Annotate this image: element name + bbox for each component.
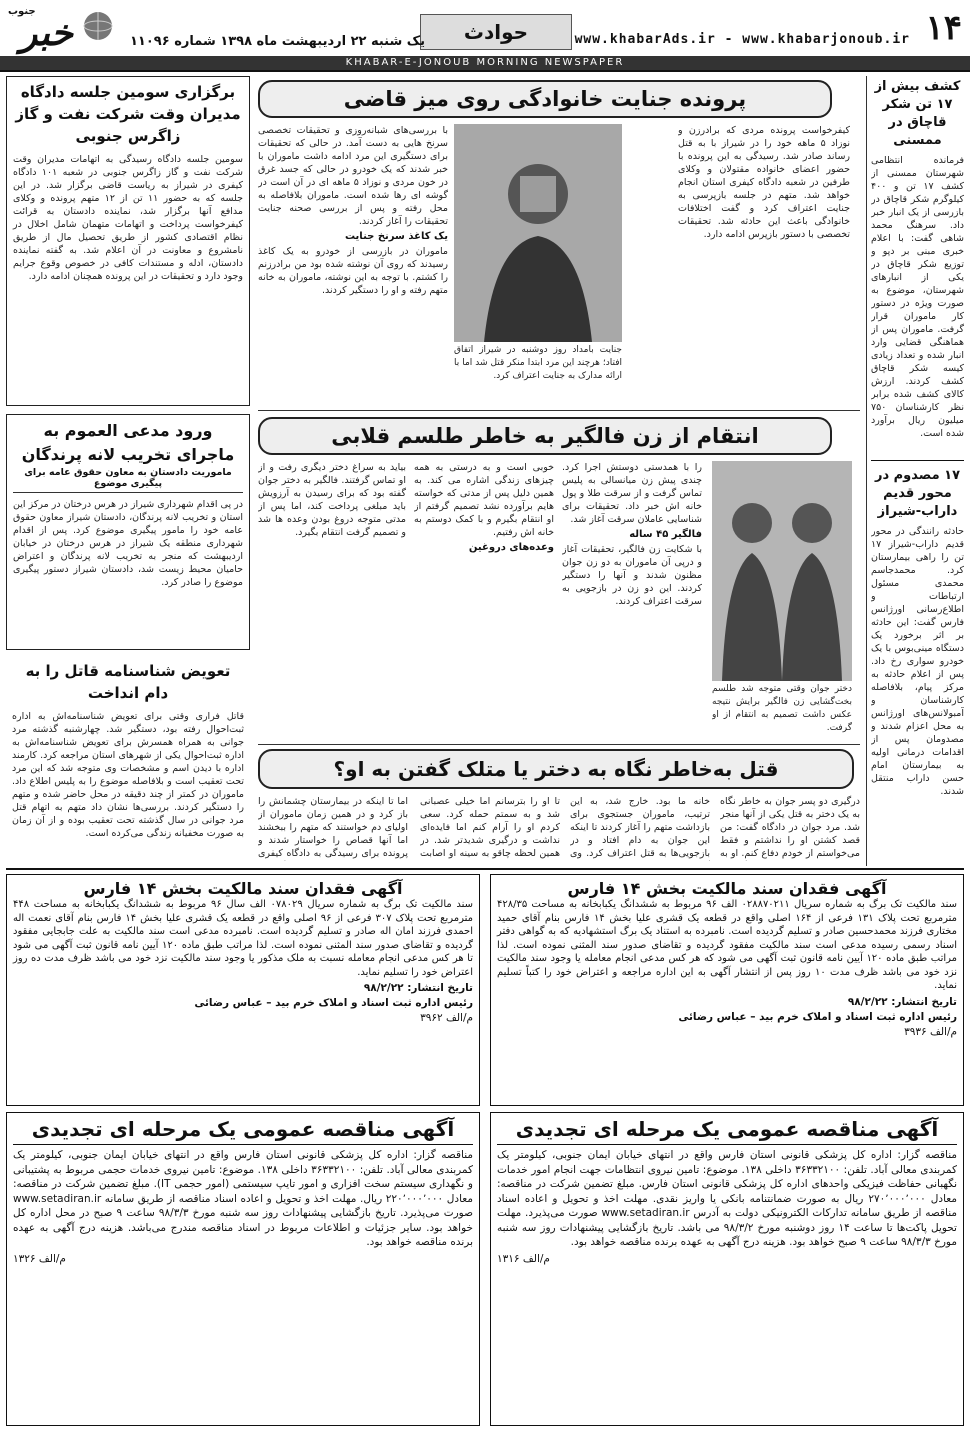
- left-box-3: [6, 656, 250, 856]
- section-divider: [6, 868, 964, 870]
- property-deed-notice-left: [6, 874, 480, 1106]
- newspaper-banner: KHABAR-E-JONOUB MORNING NEWSPAPER: [0, 56, 970, 70]
- story-column: تا او را بترسانم اما خیلی عصبانی شد و به سمتم حمله کرد. سعی کردم او را آرام کنم اما فایده‌ای نداشت و درگیری شدیدتر شد. در همین لحظه چاقو به سینه او اصابت: [420, 796, 560, 859]
- masthead: [0, 0, 970, 72]
- right-column: [866, 76, 964, 866]
- headline: پرونده جنایت خانوادگی روی میز قاضی: [258, 80, 832, 118]
- story-column: بیاید به سراغ دختر دیگری رفت و از او تماس گرفتند. فالگیر به دختر جوان گفته بود که برای رسیدن به آرزویش باید مبلغی پرداخت کند، اما پس از مدتی متوجه دروغ بودن وعده ها شد و تصمیم گرفت انتقام بگیرد.: [258, 462, 406, 538]
- story-text: را با همدستی دوستش اجرا کرد. چندی پیش زن میانسالی به پلیس تماس گرفت و از سرقت طلا و پول خانه اش خبر داد. تحقیقات برای شناسایی عاملان سرقت آغاز شد.: [562, 462, 702, 525]
- story-column: [414, 461, 554, 736]
- story-text: خوبی است و به درستی به همه چیزهای زندگی اشاره می کند. به همین دلیل پس از مدتی که خواسته هایم برآورده نشد تصمیم گرفتم از او انتقام بگیرم و با کمک دوستم به خانه اش رفتیم.: [414, 462, 554, 538]
- website-url[interactable]: www.khabarAds.ir - www.khabarjonoub.ir: [574, 32, 910, 47]
- ad-title: آگهی فقدان سند مالکیت بخش ۱۴ فارس: [567, 879, 887, 898]
- subheading: وعده‌های دروغین: [468, 542, 554, 553]
- subheading: فالگیر ۴۵ ساله: [629, 529, 702, 540]
- tender-notice-right: [490, 1112, 964, 1426]
- story-text: ماموران در بازرسی از خودرو به یک کاغذ رسیدند که روی آن نوشته شده بود من برادرزنم را کشتم. با توجه به این نوشته، ماموران به خانه متهم رفته و او را دستگیر کردند.: [258, 246, 448, 296]
- logo-subtitle: جنوب: [8, 6, 36, 17]
- divider: [871, 460, 964, 461]
- ad-date: تاریخ انتشار: ۹۸/۲/۲۲: [363, 982, 473, 994]
- box-title: تعویض شناسنامه قاتل را به دام انداخت: [25, 662, 231, 702]
- ad-body: مناقصه گزار: اداره کل پزشکی قانونی استان فارس واقع در انتهای خیابان ایمان جنوبی، کیلومتر یک کمربندی معالی آباد. تلفن: ۳۶۳۳۲۱۰۰ داخلی ۱۳۸. موضوع: تامین نیروی انتظامات جهت انجام امور خدمات نگهبانی حفاظت فیزیکی واحدهای اداره کل پزشکی قانونی استان فارس. مبلغ تضمین شرکت در مناقصه: معادل ۲۷۰٬۰۰۰٬۰۰۰ ریال به صورت ضمانتنامه بانکی یا واریز نقدی. مهلت اخذ و تحویل و اعاده اسناد مناقصه از طریق سامانه تدارکات الکترونیکی دولت به آدرس www.setadiran.ir صورت می‌پذیرد. مهلت تحویل پاکت‌ها تا ساعت ۱۴ روز دوشنبه مورخ ۹۸/۳/۲ می باشد. تاریخ بازگشایی پیشنهادات روز سه شنبه مورخ ۹۸/۳/۳ ساعت ۹ صبح خواهد بود. هزینه درج آگهی به عهده برنده مناقصه خواهد بود.: [497, 1149, 957, 1248]
- headline: قتل به‌خاطر نگاه به دختر یا متلک گفتن به او؟: [258, 749, 854, 789]
- story-body: فرمانده انتظامی شهرستان ممسنی از کشف ۱۷ تن و ۴۰۰ کیلوگرم شکر قاچاق در بازرسی از یک انبار خبر داد. سرهنگ محمد شاهی گفت: با اعلام خبری مبنی بر دپو و توزیع شکر قاچاق در یکی از انبارهای شهرستان، موضوع به صورت ویژه در دستور کار ماموران قرار گرفت. ماموران پس از هماهنگی قضایی وارد انبار شده و تعداد زیادی کیسه شکر قاچاق کشف کردند. ارزش کالای کشف شده برابر نظر کارشناسان ۷۵۰ میلیون ریال برآورد شده است.: [871, 155, 964, 439]
- box-body: در پی اقدام شهرداری شیراز در هرس درختان در مرکز این استان و تخریب لانه پرندگان، دادستان شیراز معاون حقوق عامه خود را مامور پیگیری موضوع کرد. پس از اقدام شهرداری منطقه یک شیراز در هرس درختان در خیابان اردیبهشت که منجر به تخریب لانه پرندگان و اعتراض حامیان محیط زیست شد، دادستان شیراز دستور پیگیری موضوع را صادر کرد.: [13, 499, 243, 588]
- ad-title: آگهی مناقصه عمومی یک مرحله ای تجدیدی: [13, 1117, 473, 1145]
- story-body: حادثه رانندگی در محور قدیم داراب-شیراز ۱۷ تن را راهی بیمارستان کرد. محمدجاسم محمدی مسئول ارتباطات و اطلاع‌رسانی اورژانس فارس گفت: این حادثه بر اثر برخورد یک دستگاه مینی‌بوس با یک خودرو سواری رخ داد. پس از اعلام حادثه به مرکز پیام، بلافاصله کارشناسان و آمبولانس‌های اورژانس به محل اعزام شدند و مصدومان پس از اقدامات درمانی اولیه به بیمارستان امام حسن داراب منتقل شدند.: [871, 526, 964, 797]
- box-title: ورود مدعی العموم به ماجرای تخریب لانه پرندگان: [21, 421, 235, 464]
- page-number: ۱۴: [925, 8, 962, 48]
- ad-body: مناقصه گزار: اداره کل پزشکی قانونی استان فارس واقع در انتهای خیابان ایمان جنوبی، کیلومتر یک کمربندی معالی آباد. تلفن: ۳۶۳۳۲۱۰۰ داخلی ۱۳۸. موضوع: تامین نیروی خدمات حجمی مربوط به پشتیبانی و نگهداری سیستم سخت افزاری و امور تایپ سیستمی (امور حجمی IT). مبلغ تضمین شرکت در مناقصه: معادل ۲۲۰٬۰۰۰٬۰۰۰ ریال. مهلت اخذ و تحویل و اعاده اسناد مناقصه از طریق سامانه www.setadiran.ir صورت می‌پذیرد. تاریخ بازگشایی پیشنهادات روز سه شنبه مورخ ۹۸/۳/۳ ساعت ۹ صبح در محل اداره کل خواهد بود. سایر جزئیات و اطلاعات مربوط در اسناد مناقصه مندرج می‌باشد. هزینه درج آگهی به عهده برنده مناقصه خواهد بود.: [13, 1149, 474, 1248]
- ad-code: م/الف ۱۳۱۶: [497, 1252, 550, 1265]
- story-text: با بررسی‌های شبانه‌روزی و تحقیقات تخصصی سرنخ هایی به دست آمد. در حالی که تحقیقات برای دستگیری این مرد ادامه داشت ماموران با خبر شدند که یک خودرو در حالی که جسد غرق در خون مردی و نوزاد ۵ ماهه ای در آن است در گوشه ای رها شده است. ماموران بلافاصله به محل رفته و پس از بررسی صحنه جنایت تحقیقات را آغاز کردند.: [258, 125, 448, 227]
- ad-signature: رئیس اداره ثبت اسناد و املاک خرم بید – عباس رضائی: [678, 1010, 957, 1023]
- ad-code: م/الف ۱۳۲۶: [13, 1252, 66, 1265]
- person-silhouette-icon: [454, 124, 622, 342]
- ad-date: تاریخ انتشار: ۹۸/۲/۲۲: [847, 995, 957, 1008]
- ad-body: سند مالکیت تک برگ به شماره سریال ۰۷۸۰۲۹ الف سال ۹۶ مربوط به ششدانگ یکبابخانه به مساحت ۴۴۸ مترمربع تحت پلاک ۳۰۷ فرعی از ۹۶ اصلی واقع در قطعه یک قشری علیا بخش ۱۴ فارس بنام آقای نعمت اله احمدی فرزند امان اله صادر و تسلیم گردیده است. نامبرده مدعی است سند مالکیت به علت جابجایی مفقود گردیده و تقاضای صدور سند المثنی نموده است. لذا مراتب طبق ماده ۱۲۰ آیین نامه قانون ثبت آگهی می شود تا هر کس مدعی انجام معامله نسبت به ملک مذکور یا وجود سند مالکیت نزد خود می باشد ظرف مدت ده روز اعتراض خود را تسلیم نماید.: [13, 899, 474, 978]
- logo-text: خبر: [20, 12, 73, 54]
- photo-caption: جنایت بامداد روز دوشنبه در شیراز اتفاق افتاد؛ هرچند این مرد ابتدا منکر قتل شد اما با ارائه مدارک به جنایت اعتراف کرد.: [454, 345, 622, 381]
- ad-title: آگهی فقدان سند مالکیت بخش ۱۴ فارس: [83, 879, 403, 898]
- main-story-3: [258, 744, 860, 864]
- property-deed-notice-right: [490, 874, 964, 1106]
- story-column: درگیری دو پسر جوان به خاطر نگاه به یک دختر به قتل یکی از آنها منجر شد. مرد جوان در دادگاه گفت: من قصد کشتن او را نداشتم و فقط می‌خواستم از خودم دفاع کنم. او به: [720, 796, 860, 859]
- story-title: ۱۷ مصدوم در محور قدیم داراب-شیراز: [874, 468, 961, 519]
- box-body: قاتل فراری وقتی برای تعویض شناسنامه‌اش به اداره ثبت‌احوال رفته بود، دستگیر شد. چهارشنبه گذشته مرد جوانی به همراه همسرش برای تعویض شناسنامه‌اش به اداره ثبت‌احوال یکی از شهرهای استان مراجعه کرد. کارمند اداره با دیدن اسم و مشخصات وی متوجه شد که این مرد تحت تعقیب است و بلافاصله موضوع را به پلیس اطلاع داد. ماموران در کمتر از چند دقیقه در محل حاضر شده و متهم را دستگیر کردند. بررسی‌ها نشان داد متهم به اتهام قتل مرد جوانی در سال گذشته تحت تعقیب بوده و از آن زمان به صورت مخفیانه زندگی می‌کرده است.: [12, 711, 244, 839]
- story-photo: [454, 124, 622, 342]
- story-column: خانه ما بود. خارج شد، به این ترتیب، ماموران جستجوی برای بازداشت متهم را آغاز کردند تا اینکه این جوان به دام افتاد و در بازجویی‌ها به قتل اعتراف کرد. وی: [570, 796, 710, 859]
- ad-code: م/الف ۳۹۳۶: [904, 1025, 957, 1038]
- box-body: سومین جلسه دادگاه رسیدگی به اتهامات مدیران وقت شرکت نفت و گاز زاگرس جنوبی در شعبه ۱۰۱ دادگاه کیفری در شیراز به ریاست قاضی برگزار شد. در این جلسه که به حضور ۱۱ تن از ۱۲ متهم پرونده و وکلای مدافع آنها برگزار شد، نماینده دادستان به قرائت کیفرخواست پرداخت و اتهامات متهمان شامل اخلال در نظام اقتصادی کشور از طریق تحصیل مال از طریق نامشروع و معاونت در آن اعلام شد. به گفته نماینده دادستان، ادله و مستندات کافی در خصوص وقوع جرایم وجود دارد و تحقیقات در این پرونده همچنان ادامه دارد.: [13, 154, 244, 282]
- story-column: اما تا اینکه در بیمارستان چشمانش را باز کرد و در همین زمان ماموران از اولیای دم خواستند که متهم را ببخشند اما آنها قصاص را خواستار شدند و پرونده برای رسیدگی به دادگاه کیفری: [258, 796, 408, 859]
- box-title: برگزاری سومین جلسه دادگاه مدیران وقت شرکت نفت و گاز زاگرس جنوبی: [15, 83, 241, 145]
- story-text: با شکایت زن فالگیر، تحقیقات آغاز و درپی آن ماموران به دو زن جوان مظنون شدند و آنها را دستگیر کردند. این دو زن در بازجویی به سرقت اعتراف کردند.: [562, 544, 702, 607]
- story-column: کیفرخواست پرونده مردی که برادرزن و نوزاد ۵ ماهه خود را در شیراز با به قتل رساند صادر شد. رسیدگی به این پرونده با حضور اعضای خانواده مقتولان و وکلای طرفین در شعبه دادگاه کیفری استان انجام خواهد شد. متهم در جلسه بازپرسی به جنایت اعتراف کرد و گفت اختلافات خانوادگی باعث این حادثه شد. تحقیقات تخصصی با دستور بازپرس ادامه دارد.: [678, 125, 850, 240]
- ad-title: آگهی مناقصه عمومی یک مرحله ای تجدیدی: [497, 1117, 957, 1145]
- ad-body: سند مالکیت تک برگ به شماره سریال ۰۲۸۸۷۰۲۱۱ الف ۹۶ مربوط به ششدانگ یکبابخانه به مساحت ۴۲۸/۳۵ مترمربع تحت پلاک ۱۳۱ فرعی از ۱۶۴ اصلی واقع در قطعه یک قشری علیا بخش ۱۴ فارس بنام آقای حمید مختاری فرزند محمدحسین صادر و تسلیم گردیده است. نامبرده به استناد یک برگ استشهادیه که به گواهی دفتر اسناد رسمی رسیده مدعی است سند مالکیت مفقود گردیده و تقاضای صدور سند المثنی نموده است. لذا مراتب طبق ماده ۱۲۰ آیین نامه قانون ثبت آگهی می شود که هر کس مدعی انجام معامله یا وجود سند مالکیت نزد خود می باشد ظرف مدت ۱۰ روز پس از انتشار آگهی به این اداره مراجعه و اعتراض خود را کتباً تسلیم نماید.: [497, 899, 958, 991]
- ad-code: م/الف ۳۹۶۲: [420, 1012, 473, 1024]
- ad-signature: رئیس اداره ثبت اسناد و املاک خرم بید – عباس رضائی: [194, 997, 473, 1009]
- photo-caption: دختر جوان وقتی متوجه شد طلسم بخت‌گشایی زن فالگیر برایش نتیجه عکس داشت تصمیم به انتقام از او گرفت.: [712, 684, 852, 733]
- two-women-silhouette-icon: [712, 461, 852, 681]
- story-column: [258, 124, 448, 399]
- main-story-2: [258, 410, 860, 740]
- box-subtitle: ماموریت دادستان به معاون حقوق عامه برای پیگیری موضوع: [13, 467, 243, 493]
- story-column: [562, 461, 702, 736]
- dateline: یک شنبه ۲۲ اردیبهشت ماه ۱۳۹۸ شماره ۱۱۰۹۶: [130, 34, 425, 49]
- subheading: یک کاغذ سرنخ جنایت: [344, 231, 448, 242]
- story-title: کشف بیش از ۱۷ تن شکر قاچاق در ممسنی: [874, 79, 961, 148]
- left-box-1: [6, 76, 250, 406]
- tender-notice-left: [6, 1112, 480, 1426]
- main-story-1: [258, 76, 860, 406]
- section-label: حوادث: [420, 14, 572, 50]
- newspaper-logo: [6, 6, 116, 56]
- left-box-2: [6, 414, 250, 650]
- headline: انتقام از زن فالگیر به خاطر طلسم قلابی: [258, 417, 832, 455]
- story-photo: [712, 461, 852, 681]
